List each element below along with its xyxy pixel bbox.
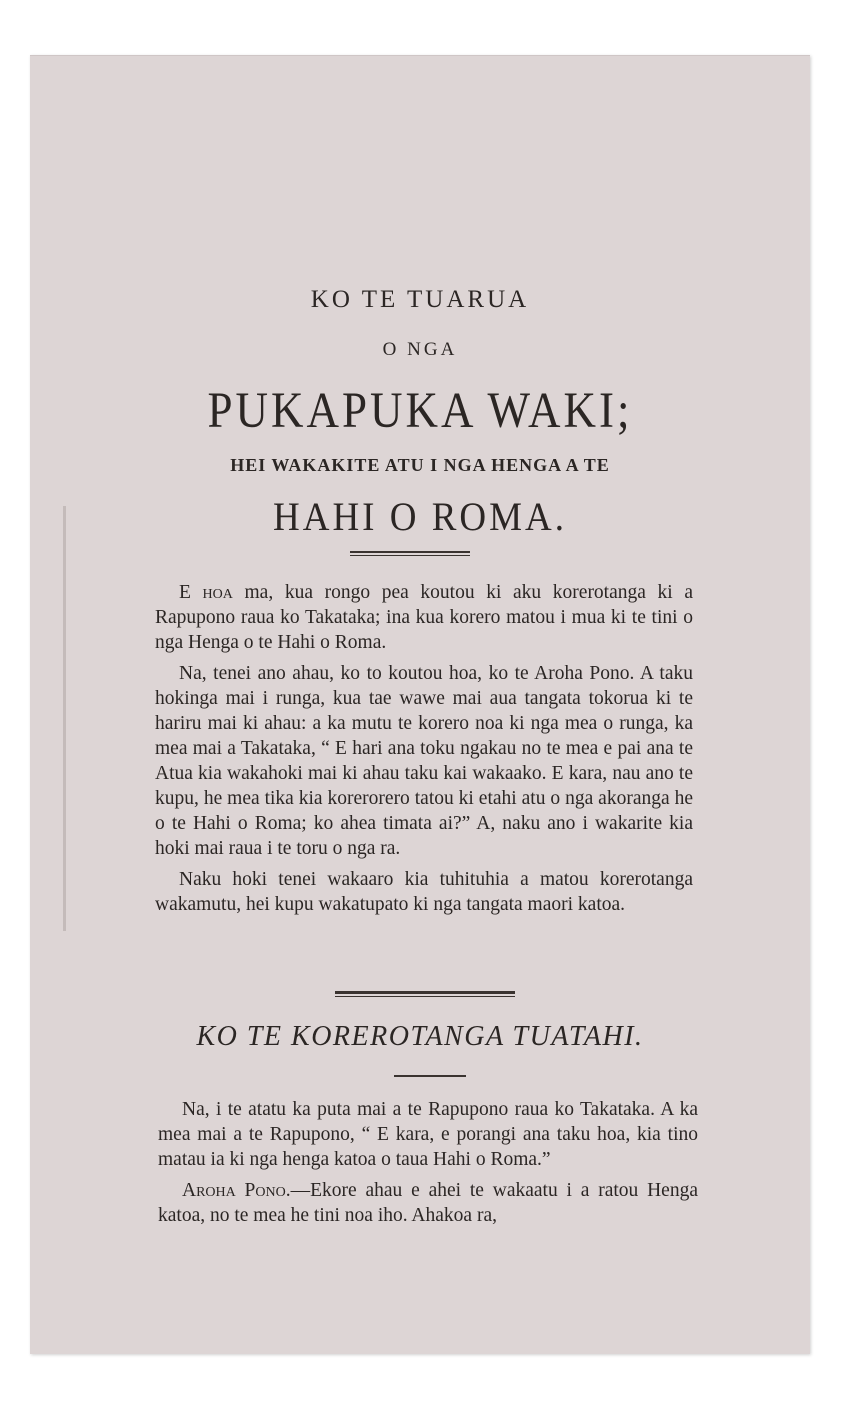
intro-paragraph-2: Na, tenei ano ahau, ko to koutou hoa, ko te Aroha Pono. A taku hokinga mai i runga, kua tae wawe mai aua tangata tokorua ki te hariru mai ki ahau: a ka mutu te korero noa ki nga mea o runga, ka mea mai a Takataka, “ E hari ana toku ngakau no te mea e pai ana te Atua kia wakahoki mai ki ahau taku kai wakaako. E kara, nau ano te kupu, he mea tika kia korerorero tatou ki etahi atu o nga akoranga he o te Hahi o Roma; ko ahea timata ai?” A, naku ano i wakarite kia hoki mai raua i te toru o nga ra. [155,663,693,859]
dialogue-paragraph-2 [158,1178,698,1228]
title-roma: HAHI O ROMA. [273,494,567,541]
divider-rule-3 [394,1075,466,1077]
intro-p1-rest: ma, kua rongo pea koutou ki aku korerotanga ki a Rapupono raua ko Takataka; ina kua korero matou i mua ki te tini o nga Henga o te Hahi o Roma. [155,582,693,653]
section-heading: KO TE KOREROTANGA TUATAHI. [196,1021,644,1052]
title-line-1: KO TE TUARUA [310,286,530,313]
document-page [30,55,810,1354]
dialogue-p2-rest: —Ekore ahau e ahei te wakaatu i a ratou Henga katoa, no te mea he tini noa iho. Ahakoa ra, [158,1180,698,1226]
intro-text [155,580,693,923]
speaker-name: Aroha Pono. [182,1180,291,1201]
intro-paragraph-1 [155,580,693,655]
intro-paragraph-3: Naku hoki tenei wakaaro kia tuhituhia a matou korerotanga wakamutu, hei kupu wakatupato ki nga tangata maori katoa. [155,869,693,915]
dialogue-text [158,1097,698,1234]
title-main: PUKAPUKA WAKI; [207,382,633,438]
intro-lead: E hoa [179,582,233,603]
title-subtitle: HEI WAKAKITE ATU I NGA HENGA A TE [230,455,610,475]
divider-rule-1 [350,551,470,556]
page-fold-mark [63,506,66,931]
dialogue-paragraph-1: Na, i te atatu ka puta mai a te Rapupono raua ko Takataka. A ka mea mai a te Rapupono, “ E kara, e porangi ana taku hoa, kia tino matau ia ki nga henga katoa o taua Hahi o Roma.” [158,1099,698,1170]
divider-rule-2 [335,991,515,997]
title-line-2: O NGA [382,339,458,360]
